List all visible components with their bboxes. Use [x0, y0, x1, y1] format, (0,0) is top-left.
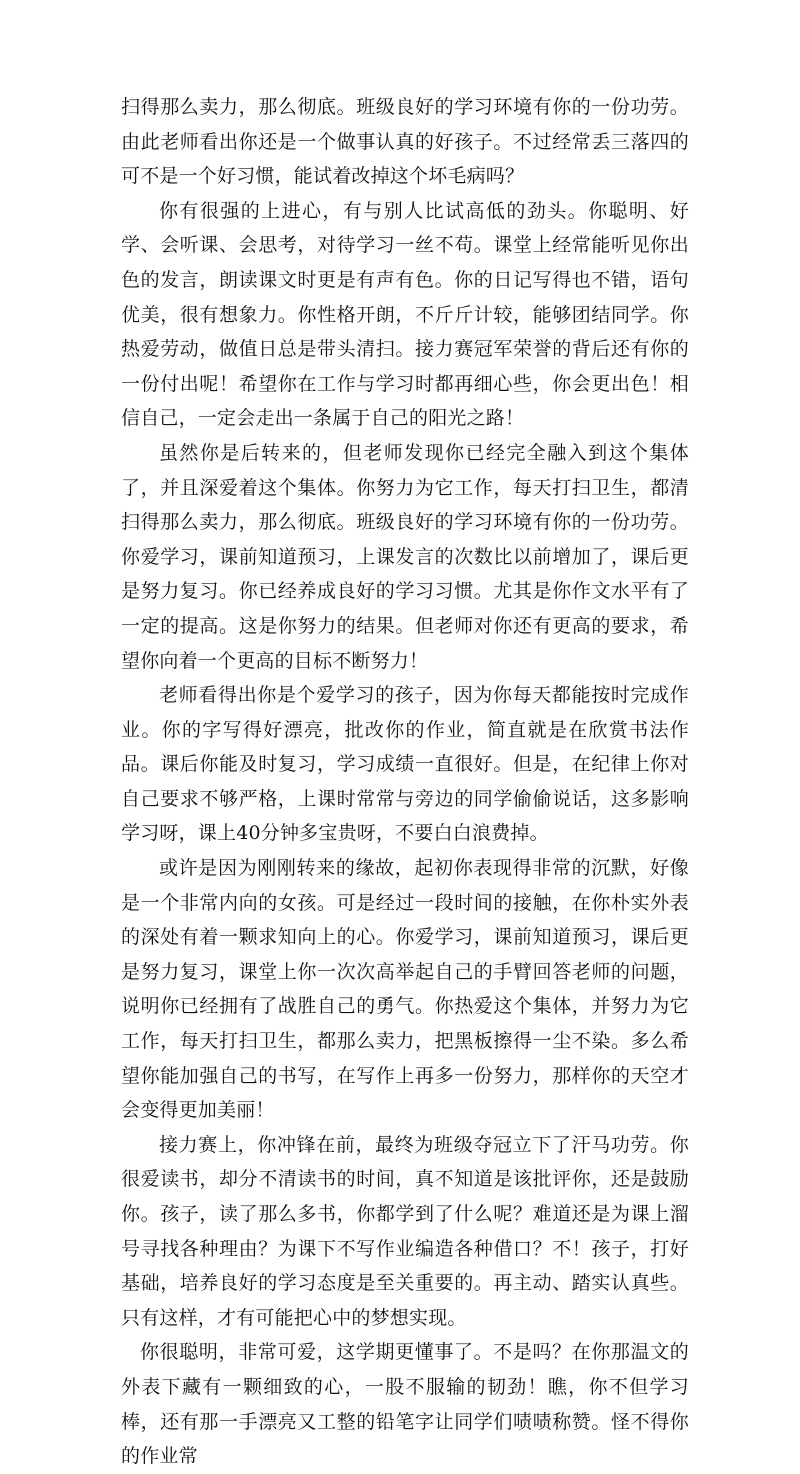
paragraph-6: 接力赛上，你冲锋在前，最终为班级夺冠立下了汗马功劳。你很爱读书，却分不清读书的时间，真不知道是该批评你，还是鼓励你。孩子，读了那么多书，你都学到了什么呢？难道还是为课上溜号寻找各种理由？为课下不写作业编造各种借口？不！孩子，打好基础，培养良好的学习态度是至关重要的。再主动、踏实认真些。只有这样，才有可能把心中的梦想实现。: [121, 1133, 689, 1329]
paragraph-7: 你很聪明，非常可爱，这学期更懂事了。不是吗？在你那温文的外表下藏有一颗细致的心，一股不服输的韧劲！瞧，你不但学习棒，还有那一手漂亮又工整的铅笔字让同学们啧啧称赞。怪不得你的作业常: [121, 1341, 689, 1468]
paragraph-2: 你有很强的上进心，有与别人比试高低的劲头。你聪明、好学、会听课、会思考，对待学习一丝不苟。课堂上经常能听见你出色的发言，朗读课文时更是有声有色。你的日记写得也不错，语句优美，很有想象力。你性格开朗，不斤斤计较，能够团结同学。你热爱劳动，做值日总是带头清扫。接力赛冠军荣誉的背后还有你的一份付出呢！希望你在工作与学习时都再细心些，你会更出色！相信自己，一定会走出一条属于自己的阳光之路！: [121, 199, 689, 430]
paragraph-5: 或许是因为刚刚转来的缘故，起初你表现得非常的沉默，好像是一个非常内向的女孩。可是经过一段时间的接触，在你朴实外表的深处有着一颗求知向上的心。你爱学习，课前知道预习，课后更是努力复习，课堂上你一次次高举起自己的手臂回答老师的问题，说明你已经拥有了战胜自己的勇气。你热爱这个集体，并努力为它工作，每天打扫卫生，都那么卖力，把黑板擦得一尘不染。多么希望你能加强自己的书写，在写作上再多一份努力，那样你的天空才会变得更加美丽！: [121, 857, 689, 1122]
paragraph-3: 虽然你是后转来的，但老师发现你已经完全融入到这个集体了，并且深爱着这个集体。你努力为它工作，每天打扫卫生，都清扫得那么卖力，那么彻底。班级良好的学习环境有你的一份功劳。你爱学习，课前知道预习，上课发言的次数比以前增加了，课后更是努力复习。你已经养成良好的学习习惯。尤其是你作文水平有了一定的提高。这是你努力的结果。但老师对你还有更高的要求，希望你向着一个更高的目标不断努力！: [121, 441, 689, 672]
paragraph-1: 扫得那么卖力，那么彻底。班级良好的学习环境有你的一份功劳。由此老师看出你还是一个做事认真的好孩子。不过经常丢三落四的可不是一个好习惯，能试着改掉这个坏毛病吗？: [121, 96, 689, 188]
paragraph-4: 老师看得出你是个爱学习的孩子，因为你每天都能按时完成作业。你的字写得好漂亮，批改你的作业，简直就是在欣赏书法作品。课后你能及时复习，学习成绩一直很好。但是，在纪律上你对自己要求不够严格，上课时常常与旁边的同学偷偷说话，这多影响学习呀，课上40分钟多宝贵呀，不要白白浪费掉。: [121, 684, 689, 845]
document-body: [121, 90, 689, 1474]
